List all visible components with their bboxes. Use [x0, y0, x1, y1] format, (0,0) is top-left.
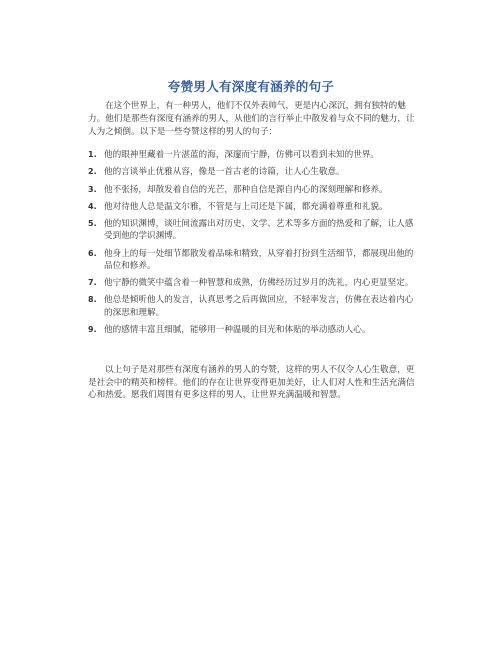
- list-number: 8.: [88, 295, 97, 305]
- sentence-list: [88, 149, 420, 341]
- list-item-text: 他的言谈举止优雅从容，像是一首古老的诗篇，让人心生敬意。: [104, 167, 345, 178]
- list-item-text: 他对待他人总是温文尔雅，不管是与上司还是下属，都充满着尊重和礼貌。: [104, 201, 388, 212]
- list-item-text: 他不张扬，却散发着自信的光芒，那种自信是源自内心的深刻理解和修养。: [104, 184, 388, 195]
- list-item: [88, 166, 420, 178]
- list-item: [88, 324, 420, 336]
- list-item: [88, 248, 420, 272]
- list-item: [88, 184, 420, 196]
- list-item-text: 他身上的每一处细节都散发着品味和精致，从穿着打扮到生活细节，都展现出他的品位和修养。: [104, 248, 414, 271]
- list-item-text: 他宁静的微笑中蕴含着一种智慧和成熟，仿佛经历过岁月的洗礼，内心更显坚定。: [104, 278, 414, 289]
- list-number: 7.: [88, 278, 97, 288]
- list-number: 2.: [88, 167, 97, 177]
- list-item-text: 他的眼神里藏着一片湛蓝的海，深邃而宁静，仿佛可以看到未知的世界。: [104, 150, 380, 160]
- list-number: 9.: [88, 324, 97, 334]
- list-item-text: 他的感情丰富且细腻，能够用一种温暖的目光和体贴的举动感动人心。: [104, 324, 371, 335]
- intro-paragraph: 在这个世界上，有一种男人，他们不仅外表帅气，更是内心深沉，拥有独特的魅力。他们是那些有深度有涵养的男人，从他们的言行举止中散发着与众不同的魅力，让人为之倾倒。以下是一些夸赞这样的男人的句子：: [88, 101, 415, 137]
- list-item: [88, 277, 420, 289]
- list-item: [88, 218, 420, 242]
- list-item: [88, 201, 420, 213]
- list-number: 4.: [88, 201, 97, 211]
- list-number: 1.: [88, 150, 97, 159]
- list-number: 6.: [88, 248, 97, 258]
- list-item: [88, 294, 420, 318]
- list-number: 5.: [88, 219, 97, 229]
- list-number: 3.: [88, 184, 97, 194]
- list-item: [88, 149, 420, 161]
- document-title: 夸赞男人有深度有涵养的句子: [167, 79, 335, 94]
- closing-paragraph: 以上句子是对那些有深度有涵养的男人的夸赞，这样的男人不仅令人心生敬意，更是社会中的精英和榜样。他们的存在让世界变得更加美好，让人们对人性和生活充满信心和热爱。愿我们周围有更多这样的男人，让世界充满温暖和智慧。: [88, 365, 415, 401]
- list-item-text: 他的知识渊博，谈吐间流露出对历史、文学、艺术等多方面的热爱和了解，让人感受到他的学识渊博。: [104, 219, 414, 242]
- list-item-text: 他总是倾听他人的发言，认真思考之后再做回应，不轻率发言，仿佛在表达着内心的深思和理解。: [104, 295, 414, 318]
